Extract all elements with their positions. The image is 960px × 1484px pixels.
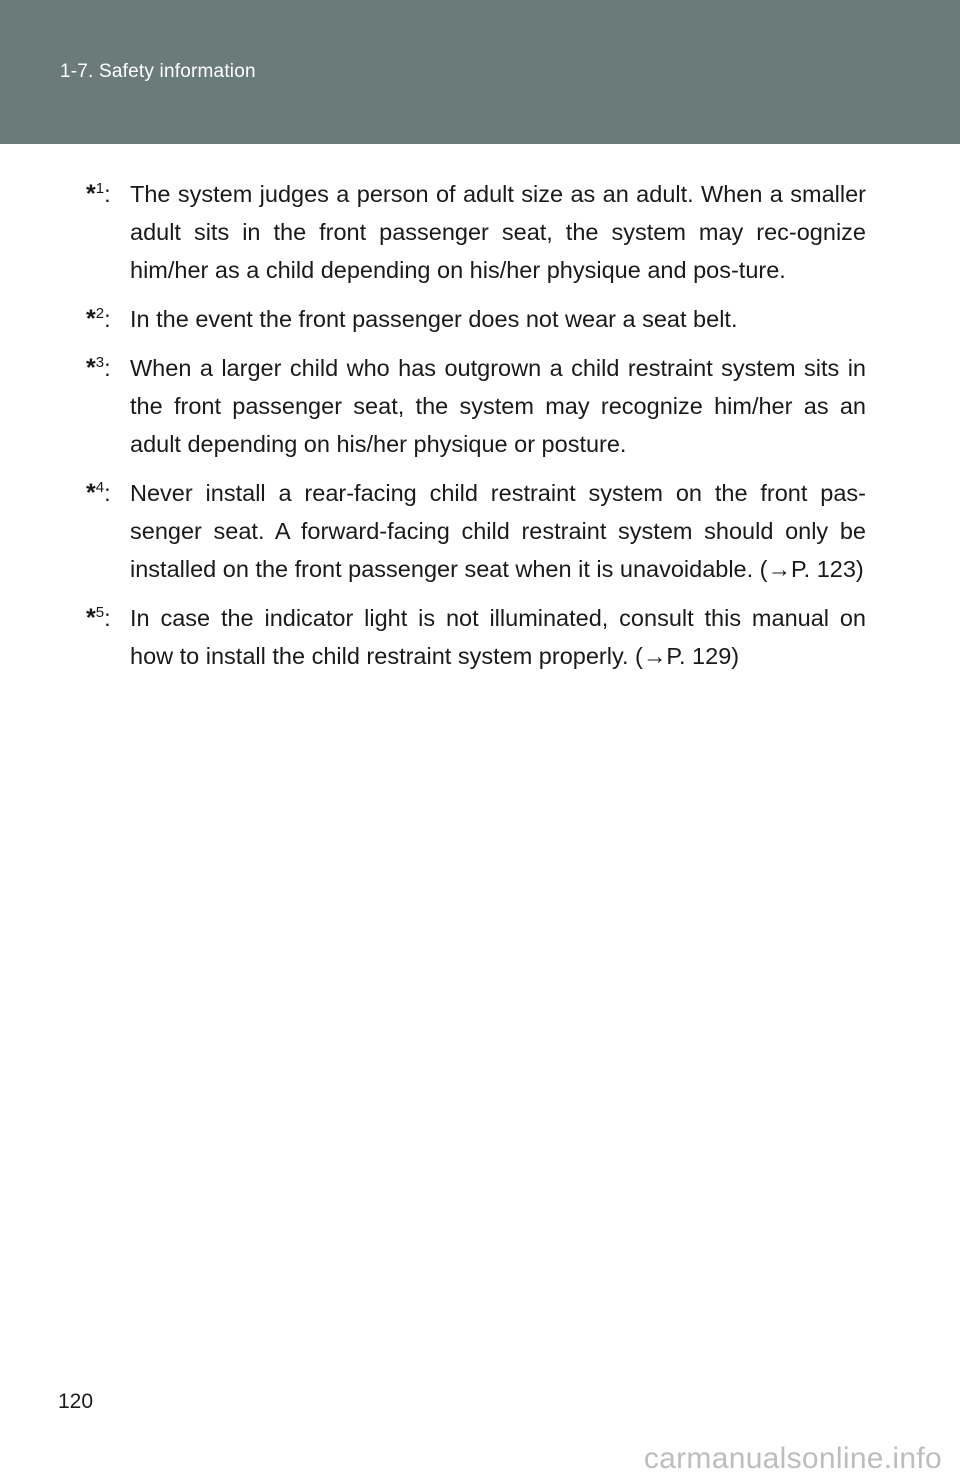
footnote-item [86, 474, 866, 588]
footnote-text: When a larger child who has outgrown a child restraint system sits in the front passenger seat, the system may recognize him/her as an adult depending on his/her physique or posture. [130, 355, 866, 457]
asterisk-marker: * [86, 604, 96, 632]
asterisk-marker: * [86, 479, 96, 507]
page-number: 120 [58, 1390, 94, 1413]
section-title: 1-7. Safety information [60, 61, 256, 82]
footnote-number: 4 [95, 479, 105, 496]
footnote-marker: *$^1$: [86, 180, 111, 208]
footnote-item [86, 175, 866, 289]
section-header-bar [0, 0, 960, 144]
footnote-text: In case the indicator light is not illuminated, consult this manual on how to install the child restraint system properly. (→P. 129) [130, 605, 866, 669]
footnote-marker: *$^2$: [86, 305, 111, 333]
asterisk-marker: * [86, 305, 96, 333]
footnote-number: 5 [95, 604, 105, 621]
footnote-item [86, 599, 866, 675]
footnote-text: In the event the front passenger does not wear a seat belt. [130, 306, 738, 332]
footnote-list [86, 175, 866, 686]
footnote-number: 1 [95, 180, 105, 197]
asterisk-marker: * [86, 180, 96, 208]
footnote-number: 3 [95, 354, 105, 371]
footnote-marker: *$^3$: [86, 354, 111, 382]
watermark-text: carmanualsonline.info [643, 1442, 942, 1475]
footnote-marker: *$^4$: [86, 479, 111, 507]
footnote-marker: *$^5$: [86, 604, 111, 632]
footnote-text: The system judges a person of adult size as an adult. When a smaller adult sits in the front passenger seat, the system may rec-ognize him/her as a child depending on his/her physique and pos-ture. [130, 181, 866, 283]
footnote-item [86, 300, 866, 338]
footnote-number: 2 [95, 305, 105, 322]
asterisk-marker: * [86, 354, 96, 382]
footnote-item [86, 349, 866, 463]
footnote-text: Never install a rear-facing child restraint system on the front pas-senger seat. A forward-facing child restraint system should only be installed on the front passenger seat when it is unavoidable. (→P. 123) [130, 480, 866, 582]
